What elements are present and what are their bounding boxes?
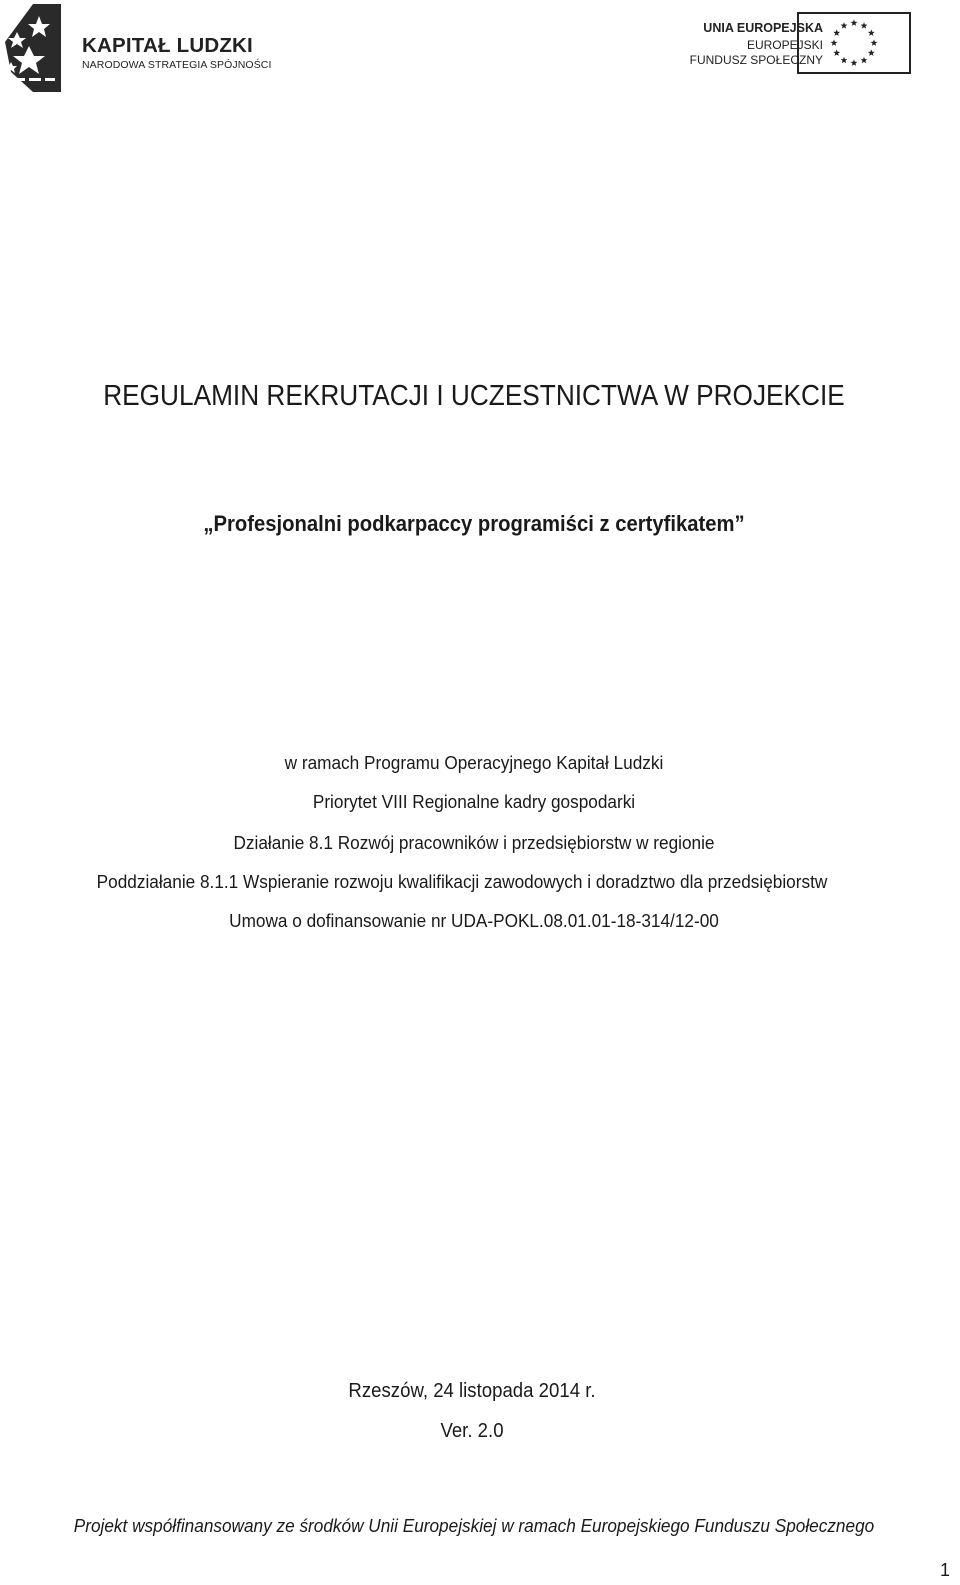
document-title: REGULAMIN REKRUTACJI I UCZESTNICTWA W PROJEKCIE (103, 380, 845, 412)
eu-stars-icon (799, 14, 909, 72)
eu-star-icon (851, 59, 858, 66)
kapital-ludzki-logo-title: KAPITAŁ LUDZKI (82, 34, 253, 57)
eu-flag-icon (797, 12, 911, 74)
agreement-line: Umowa o dofinansowanie nr UDA-POKL.08.01.01-18-314/12-00 (229, 910, 719, 931)
eu-star-icon (851, 19, 858, 26)
eu-star-icon (861, 22, 868, 29)
eu-star-icon (861, 57, 868, 64)
eu-logo-line1: UNIA EUROPEJSKA (703, 21, 823, 35)
page-number: 1 (940, 1560, 951, 1580)
program-line: w ramach Programu Operacyjnego Kapitał Ludzki (284, 752, 664, 773)
eu-star-icon (831, 39, 838, 46)
eu-star-icon (868, 49, 875, 56)
priority-line: Priorytet VIII Regionalne kadry gospodarki (312, 791, 636, 812)
action-line: Działanie 8.1 Rozwój pracowników i przedsiębiorstw w regionie (233, 832, 715, 853)
eu-star-icon (841, 57, 848, 64)
eu-star-icon (833, 49, 840, 56)
kapital-ludzki-emblem-icon (3, 2, 63, 94)
eu-logo-line2: EUROPEJSKI (746, 38, 823, 52)
project-name: „Profesjonalni podkarpaccy programiści z certyfikatem” (203, 511, 745, 536)
place-date: Rzeszów, 24 listopada 2014 r. (348, 1380, 596, 1402)
version: Ver. 2.0 (440, 1420, 504, 1442)
kapital-ludzki-logo-subtitle: NARODOWA STRATEGIA SPÓJNOŚCI (82, 59, 272, 71)
subaction-line: Poddziałanie 8.1.1 Wspieranie rozwoju kwalifikacji zawodowych i doradztwo dla przedsiębiorstw (96, 871, 828, 892)
footer-cofinancing-note: Projekt współfinansowany ze środków Unii Europejskiej w ramach Europejskiego Funduszu Społecznego (73, 1515, 875, 1536)
eu-star-icon (841, 22, 848, 29)
eu-logo-line3: FUNDUSZ SPOŁECZNY (689, 53, 823, 67)
eu-star-icon (833, 29, 840, 36)
eu-star-icon (868, 29, 875, 36)
eu-star-icon (871, 39, 878, 46)
